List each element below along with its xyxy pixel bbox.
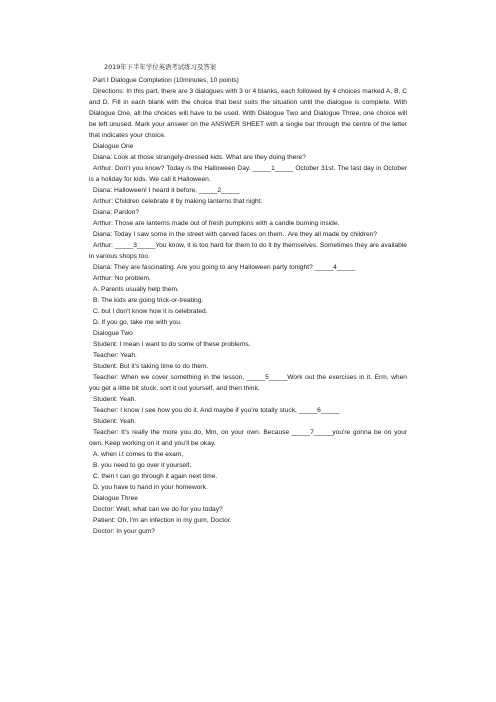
dialogue-line: Doctor: Well, what can we do for you today? [93, 506, 223, 513]
dialogue-line: Student: But it's taking time to do them. [93, 363, 209, 370]
dialogue-heading: Dialogue Three [93, 495, 138, 502]
dialogue-line: Diana: Today I saw some in the street with carved faces on them.. Are they all made by children? [93, 231, 378, 238]
dialogue-line: Doctor: In your gum? [93, 528, 155, 535]
dialogue-line: Teacher: It's really the more you do, Mm, on your own. Because _____7_____you're gonna be on your own. Keep working on it and you'll be okay. [89, 429, 407, 447]
dialogue-line: Student: Yeah. [93, 418, 137, 425]
dialogue-line: Teacher: When we cover something in the lesson, _____5_____Work out the exercises in it. Erm, when you get a little bit stuck, sort it out yourself, and then think. [89, 374, 407, 392]
choice-option: C. but I don't know how it is celebrated. [93, 308, 208, 315]
dialogue-line: Teacher: Yeah. [93, 352, 137, 359]
dialogue-line: Arthur: No problem. [93, 275, 151, 282]
choice-option: A. when i.t comes to the exam, [93, 451, 184, 458]
dialogue-line: Arthur: Children celebrate it by making lanterns that night. [93, 198, 263, 205]
choice-option: C. then I can go through it again next time. [93, 473, 218, 480]
dialogue-line: Patient: Oh, I'm an infection in my gum, Doctor. [93, 517, 232, 524]
choice-option: B. The kids are going trick-or-treating. [93, 297, 204, 304]
dialogue-line: Arthur: Don't you know? Today is the Halloween Day. _____1_____ October 31st. The last day in October is a holiday for kids. We call it Halloween. [89, 165, 407, 183]
dialogue-line: Arthur: _____3_____You know, it is too hard for them to do it by themselves. Sometimes they are available in various shops too. [89, 242, 407, 260]
section-heading: Part I Dialogue Completion (10minutes, 10 points) [93, 77, 239, 84]
document-title: 2019年下半年学位英语考试练习及答案 [104, 63, 217, 71]
directions-paragraph: Directions: In this part, there are 3 dialogues with 3 or 4 blanks, each followed by 4 choices marked A, B, C and D. Fill in each blank with the choice that best suits the situation until the dialogue is complete. With Dialogue One, all the choices will have to be used. With Dialogue Two and Dialogue Three, one choice will be left unused. Mark your answer on the ANSWER SHEET with a single bar through the centre of the letter that indicates your choice. [89, 88, 407, 139]
dialogue-line: Diana: Look at those strangely-dressed kids. What are they doing there? [93, 154, 306, 161]
choice-option: D. If you go, take me with you. [93, 319, 182, 326]
choice-option: A. Parents usually help them. [93, 286, 179, 293]
dialogue-heading: Dialogue Two [93, 330, 133, 337]
dialogue-heading: Dialogue One [93, 143, 134, 150]
dialogue-line: Arthur: Those are lanterns made out of fresh pumpkins with a candle burning inside. [93, 220, 340, 227]
dialogue-line: Diana: Halloween! I heard it before, _____2_____ [93, 187, 240, 194]
choice-option: D. you have to hand in your homework. [93, 484, 208, 491]
dialogue-line: Student: I mean I want to do some of these problems. [93, 341, 251, 348]
dialogue-line: Diana: They are fascinating. Are you going to any Halloween party tonight? _____4_____ [93, 264, 356, 271]
dialogue-line: Teacher: I know I see how you do it. And maybe if you're totally stuck, _____6_____ [93, 407, 340, 414]
dialogue-line: Diana: Pardon? [93, 209, 140, 216]
document-page [89, 62, 407, 537]
dialogue-line: Student: Yeah. [93, 396, 137, 403]
choice-option: B. you need to go over it yourself. [93, 462, 192, 469]
